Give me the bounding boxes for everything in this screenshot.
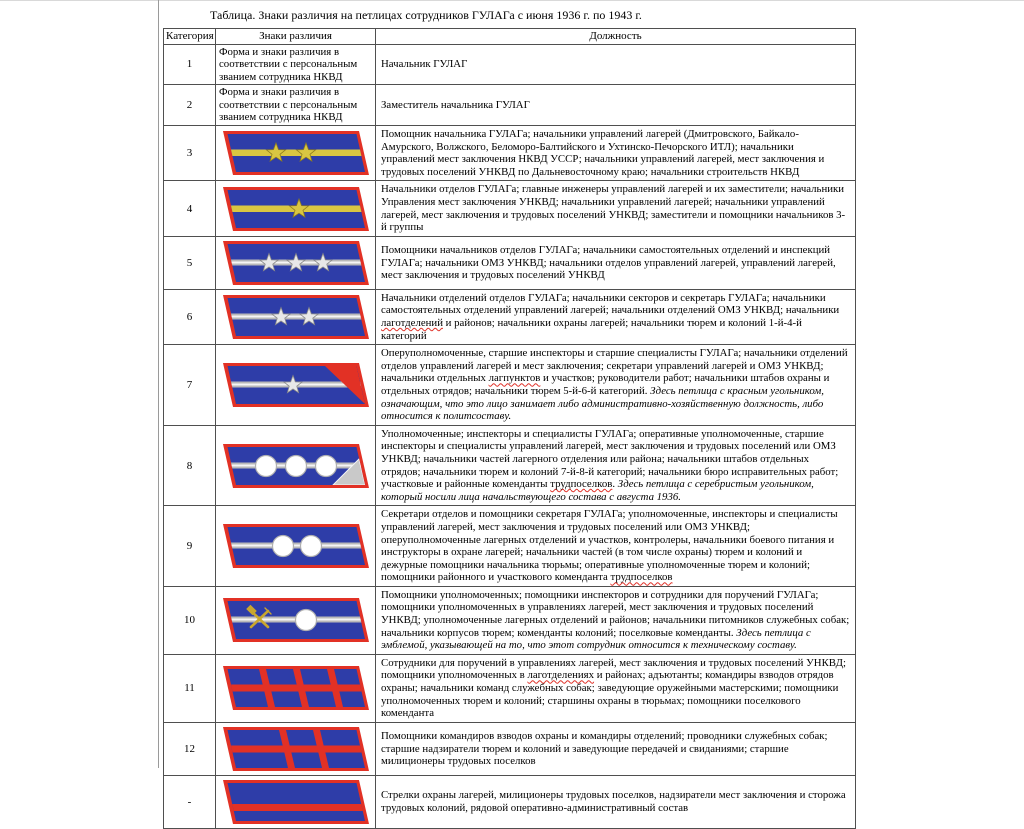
- white-disc-icon: [255, 455, 276, 476]
- insignia-cell: [216, 425, 376, 506]
- table-row: [164, 85, 856, 126]
- table-row: [164, 289, 856, 344]
- position-text: .: [612, 478, 618, 491]
- misspelled-word: трудпоселков: [550, 478, 613, 491]
- misspelled-word: лаготделениях: [527, 669, 595, 682]
- white-disc-icon: [295, 610, 316, 631]
- category-cell: 2: [164, 85, 216, 126]
- position-text: Здесь петлица с серебристым угольником, который носили лица начальствующего состава с августа 1936.: [381, 478, 814, 503]
- position-cell: [376, 506, 856, 587]
- tab-blue-field: [227, 783, 365, 821]
- table-row: [164, 345, 856, 426]
- misspelled-word: лаготделений: [381, 317, 443, 329]
- category-cell: 1: [164, 44, 216, 85]
- red-stripe: [221, 685, 371, 692]
- category-cell: 8: [164, 425, 216, 506]
- table-row: [164, 236, 856, 289]
- collar-tab-insignia: [221, 239, 371, 287]
- insignia-description: Форма и знаки различия в соответствии с персональным званием сотрудника НКВД: [219, 86, 358, 124]
- category-cell: 12: [164, 722, 216, 775]
- table-row: [164, 586, 856, 654]
- category-cell: 6: [164, 289, 216, 344]
- position-text: Уполномоченные; инспекторы и специалисты ГУЛАГа; оперативные уполномоченные, старшие инспекторы и специалисты управлений лагерей, мест заключения и трудовых поселений или ОМЗ УНКВД; начальники частей лагерного отделения или района; начальники штабов отдельных отрядов; начальники тюрем и колоний 7-й-8-й категорий; начальники бюро исправительных работ; участковые и районные коменданты: [381, 427, 839, 491]
- insignia-cell: [216, 236, 376, 289]
- position-cell: [376, 85, 856, 126]
- collar-tab-insignia: [221, 725, 371, 773]
- collar-tab-insignia: [221, 778, 371, 826]
- collar-tab-insignia: [221, 129, 371, 177]
- position-text: Помощник начальника ГУЛАГа; начальники управлений лагерей (Дмитровского, Байкало-Амурского, Волжского, Беломоро-Балтийского и Ухтинско-Печорского ИТЛ); начальники управлений мест заключения НКВД УССР; начальники управлений лагерей, мест заключения и трудовых поселений УНКВД по Дальневосточному краю; начальники строительств НКВД: [381, 128, 825, 178]
- collar-tab-insignia: [221, 361, 371, 409]
- collar-tab-insignia: [221, 185, 371, 233]
- table-row: [164, 506, 856, 587]
- insignia-cell: [216, 775, 376, 828]
- table-row: [164, 775, 856, 828]
- table-title: Таблица. Знаки различия на петлицах сотрудников ГУЛАГа с июня 1936 г. по 1943 г.: [210, 8, 642, 22]
- white-disc-icon: [300, 536, 321, 557]
- insignia-cell: [216, 722, 376, 775]
- position-text: и районах; адъютанты; командиры взводов отрядов охраны; начальники команд служебных собак; заведующие оружейными мастерскими; помощники уполномоченных тюрем и колоний; старшины охраны в тюрьмах; помощники поселкового коменданта: [381, 669, 839, 720]
- category-cell: 9: [164, 506, 216, 587]
- position-text: Заместитель начальника ГУЛАГ: [381, 98, 530, 111]
- position-cell: [376, 586, 856, 654]
- collar-tab-insignia: [221, 442, 371, 490]
- page-left-border: [158, 0, 159, 768]
- table-row: [164, 126, 856, 181]
- page-top-border: [0, 0, 1024, 1]
- position-cell: [376, 289, 856, 344]
- position-text: Стрелки охраны лагерей, милиционеры трудовых поселков, надзиратели мест заключения и сторожа трудовых колоний, рядовой оперативно-административный состав: [381, 789, 846, 814]
- insignia-cell: [216, 506, 376, 587]
- position-cell: [376, 181, 856, 236]
- position-cell: [376, 722, 856, 775]
- table-row: [164, 654, 856, 722]
- gold-stripe: [221, 150, 371, 157]
- position-text: и районов; начальники охраны лагерей; начальники тюрем и колоний 1-й-4-й категорий: [381, 317, 802, 342]
- position-cell: [376, 345, 856, 426]
- position-text: Помощники начальников отделов ГУЛАГа; начальники самостоятельных отделений и инспекций ГУЛАГа; начальники ОМЗ УНКВД; начальники отделов управлений лагерей, управлений лагерей, мест заключения и трудовых поселений УНКВД: [381, 243, 836, 282]
- collar-tab-insignia: [221, 596, 371, 644]
- insignia-cell: [216, 85, 376, 126]
- position-cell: [376, 654, 856, 722]
- position-text: Здесь петлица с красным угольником, означающим, что это лицо занимает либо административно-хозяйственную должность, либо относится к политсоставу.: [381, 384, 824, 423]
- table-row: [164, 722, 856, 775]
- position-text: Секретари отделов и помощники секретаря ГУЛАГа; уполномоченные, инспекторы и специалисты управлений лагерей, мест заключения и трудовых поселений или ОМЗ УНКВД; оперуполномоченные лагерных отделений и участков, контролеры, начальники боевого питания и инструкторы в охране лагерей; начальники частей (в том числе охраны) тюрем и колоний и дежурные помощники начальника тюрьмы; оперативные уполномоченные тюрем и колоний; помощники районного и участкового коменданта: [381, 508, 838, 584]
- insignia-description: Форма и знаки различия в соответствии с персональным званием сотрудника НКВД: [219, 45, 358, 83]
- header-insignia: Знаки различия: [216, 29, 376, 45]
- category-cell: 7: [164, 345, 216, 426]
- category-cell: 11: [164, 654, 216, 722]
- white-disc-icon: [272, 536, 293, 557]
- collar-tab-insignia: [221, 522, 371, 570]
- insignia-cell: [216, 345, 376, 426]
- header-row: [164, 29, 856, 45]
- position-text: Помощники уполномоченных; помощники инспекторов и сотрудники для поручений ГУЛАГа; помощники уполномоченных в управлениях лагерей, мест заключения и трудовых поселений УНКВД; уполномоченные лагерных отделений и районов; начальники питомников служебных собак; начальники корпусов тюрем; коменданты колоний; поселковые коменданты.: [381, 588, 850, 639]
- position-cell: [376, 775, 856, 828]
- category-cell: -: [164, 775, 216, 828]
- category-cell: 3: [164, 126, 216, 181]
- insignia-cell: [216, 44, 376, 85]
- collar-tab-insignia: [221, 293, 371, 341]
- white-disc-icon: [285, 455, 306, 476]
- category-cell: 4: [164, 181, 216, 236]
- position-text: Оперуполномоченные, старшие инспекторы и старшие специалисты ГУЛАГа; начальники отделений отделов управлений лагерей и мест заключения; секретари управлений лагерей и ОМЗ УНКВД; начальники отдельных: [381, 347, 848, 385]
- position-text: Начальники отделов ГУЛАГа; главные инженеры управлений лагерей и их заместители; начальники Управления мест заключения УНКВД; начальники управлений лагерей; начальники управлений лагерей, мест заключения и трудовых поселений УНКВД; заместители и помощники начальников 3-й группы: [381, 183, 846, 234]
- position-text: Помощники командиров взводов охраны и командиры отделений; проводники служебных собак; старшие надзиратели тюрем и колоний и заведующие передачей и свиданиями; старшие милиционеры трудовых поселков: [381, 729, 828, 768]
- category-cell: 10: [164, 586, 216, 654]
- misspelled-word: лагпунктов: [488, 372, 541, 385]
- insignia-cell: [216, 586, 376, 654]
- header-position: Должность: [376, 29, 856, 45]
- red-stripe: [221, 804, 371, 811]
- table-row: [164, 425, 856, 506]
- position-cell: [376, 425, 856, 506]
- position-text: Здесь петлица с эмблемой, указывающей на то, что этот сотрудник относится к техническому составу.: [381, 626, 811, 652]
- position-text: и участков; руководители работ; начальники штабов охраны и отдельных отрядов; начальники тюрем 5-й-6-й категорий.: [381, 372, 830, 397]
- position-text: Сотрудники для поручений в управлениях лагерей, мест заключения и трудовых поселений УНКВД; помощники уполномоченных в: [381, 656, 846, 682]
- misspelled-word: трудпоселков: [610, 571, 673, 584]
- category-cell: 5: [164, 236, 216, 289]
- position-text: Начальник ГУЛАГ: [381, 58, 468, 71]
- table-row: [164, 44, 856, 85]
- insignia-table: [163, 28, 856, 829]
- white-disc-icon: [315, 455, 336, 476]
- header-category: Категория: [164, 29, 216, 45]
- insignia-cell: [216, 181, 376, 236]
- insignia-cell: [216, 654, 376, 722]
- position-cell: [376, 44, 856, 85]
- collar-tab-insignia: [221, 664, 371, 712]
- position-text: Начальники отделений отделов ГУЛАГа; начальники секторов и секретарь ГУЛАГа; начальники самостоятельных отделений управлений лагерей; начальники отделений ОМЗ УНКВД; начальники: [381, 291, 840, 317]
- position-cell: [376, 236, 856, 289]
- insignia-cell: [216, 289, 376, 344]
- red-stripe: [221, 745, 371, 752]
- insignia-cell: [216, 126, 376, 181]
- table-row: [164, 181, 856, 236]
- position-cell: [376, 126, 856, 181]
